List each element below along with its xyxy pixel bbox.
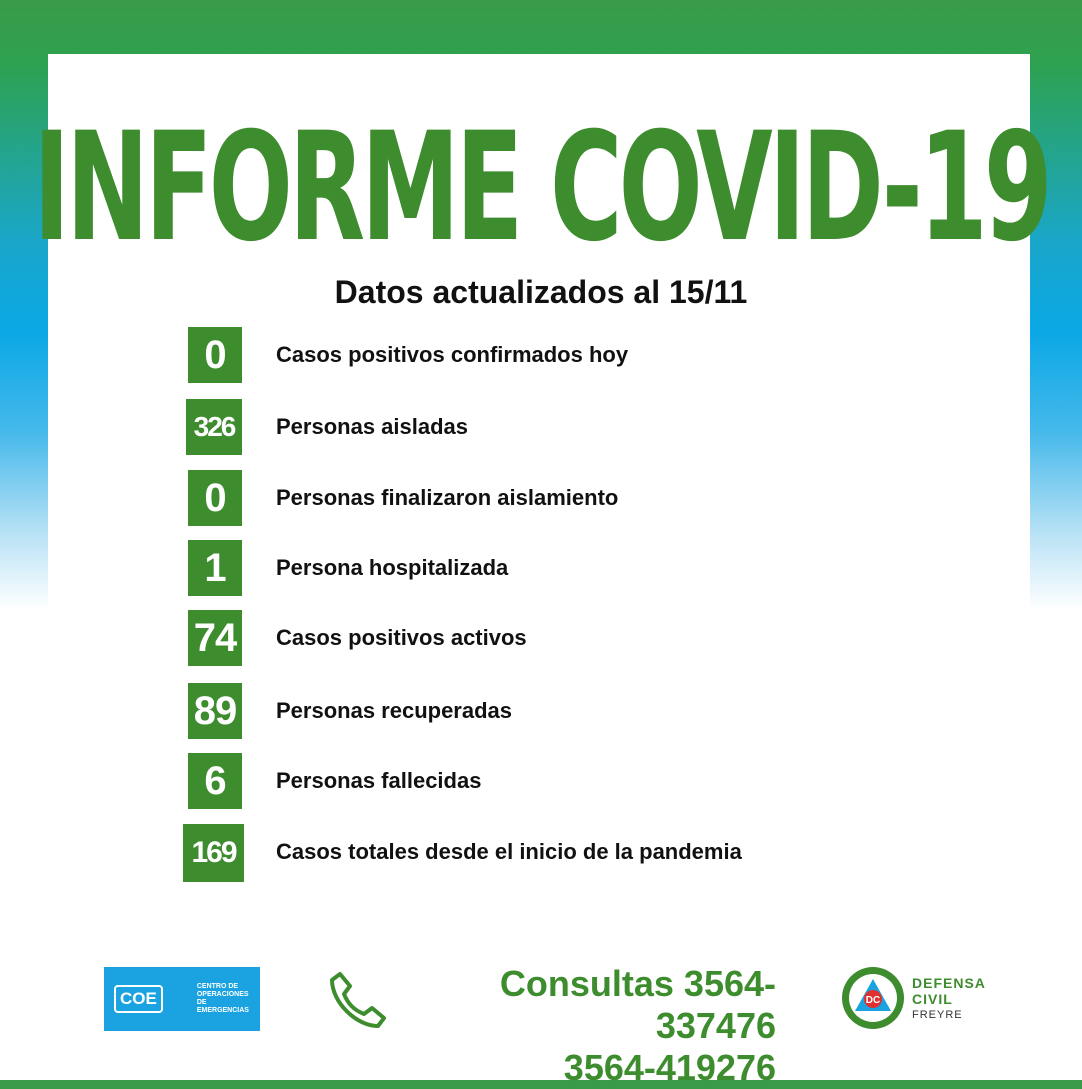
stat-row xyxy=(0,824,1082,884)
stat-row xyxy=(0,610,1082,670)
stat-value: 0 xyxy=(188,470,242,526)
coe-logo-block xyxy=(104,967,260,1031)
dc-badge-text: DC xyxy=(865,995,881,1006)
dc-title-1: DEFENSA xyxy=(912,975,986,991)
stat-label: Personas aisladas xyxy=(276,414,469,439)
stat-value: 326 xyxy=(186,399,242,455)
stat-value: 0 xyxy=(188,327,242,383)
stat-row xyxy=(0,683,1082,743)
stat-value: 1 xyxy=(188,540,242,596)
stat-label: Personas finalizaron aislamiento xyxy=(276,485,619,510)
phone-icon xyxy=(326,968,390,1032)
defensa-civil-logo xyxy=(840,965,906,1031)
coe-logo: COE xyxy=(114,985,163,1013)
stat-label: Personas recuperadas xyxy=(276,698,513,723)
page-subtitle: Datos actualizados al 15/11 xyxy=(334,274,748,310)
stat-label: Personas fallecidas xyxy=(276,768,482,793)
consultas-line-1: Consultas 3564-337476 xyxy=(499,963,776,1046)
stat-row xyxy=(0,470,1082,530)
coe-text: CENTRO DE OPERACIONES DE EMERGENCIAS xyxy=(196,983,249,1014)
stat-label: Casos positivos activos xyxy=(276,625,527,650)
stat-row xyxy=(0,399,1082,459)
stat-row xyxy=(0,753,1082,813)
stat-label: Persona hospitalizada xyxy=(276,555,509,580)
stat-label: Casos totales desde el inicio de la pandemia xyxy=(276,839,742,864)
stat-label: Casos positivos confirmados hoy xyxy=(276,342,629,367)
stat-row xyxy=(0,540,1082,600)
stat-value: 6 xyxy=(188,753,242,809)
defensa-civil-text xyxy=(912,975,986,1023)
page-title: INFORME COVID-19 xyxy=(33,101,1049,275)
dc-title-2: CIVIL xyxy=(912,991,953,1007)
stat-row xyxy=(0,327,1082,387)
stat-value: 89 xyxy=(188,683,242,739)
consultas-line-2: 3564-419276 xyxy=(563,1047,776,1088)
dc-sub: FREYRE xyxy=(912,1009,963,1021)
stat-value: 169 xyxy=(183,824,244,882)
consultas-block xyxy=(404,963,776,1089)
stat-value: 74 xyxy=(188,610,242,666)
